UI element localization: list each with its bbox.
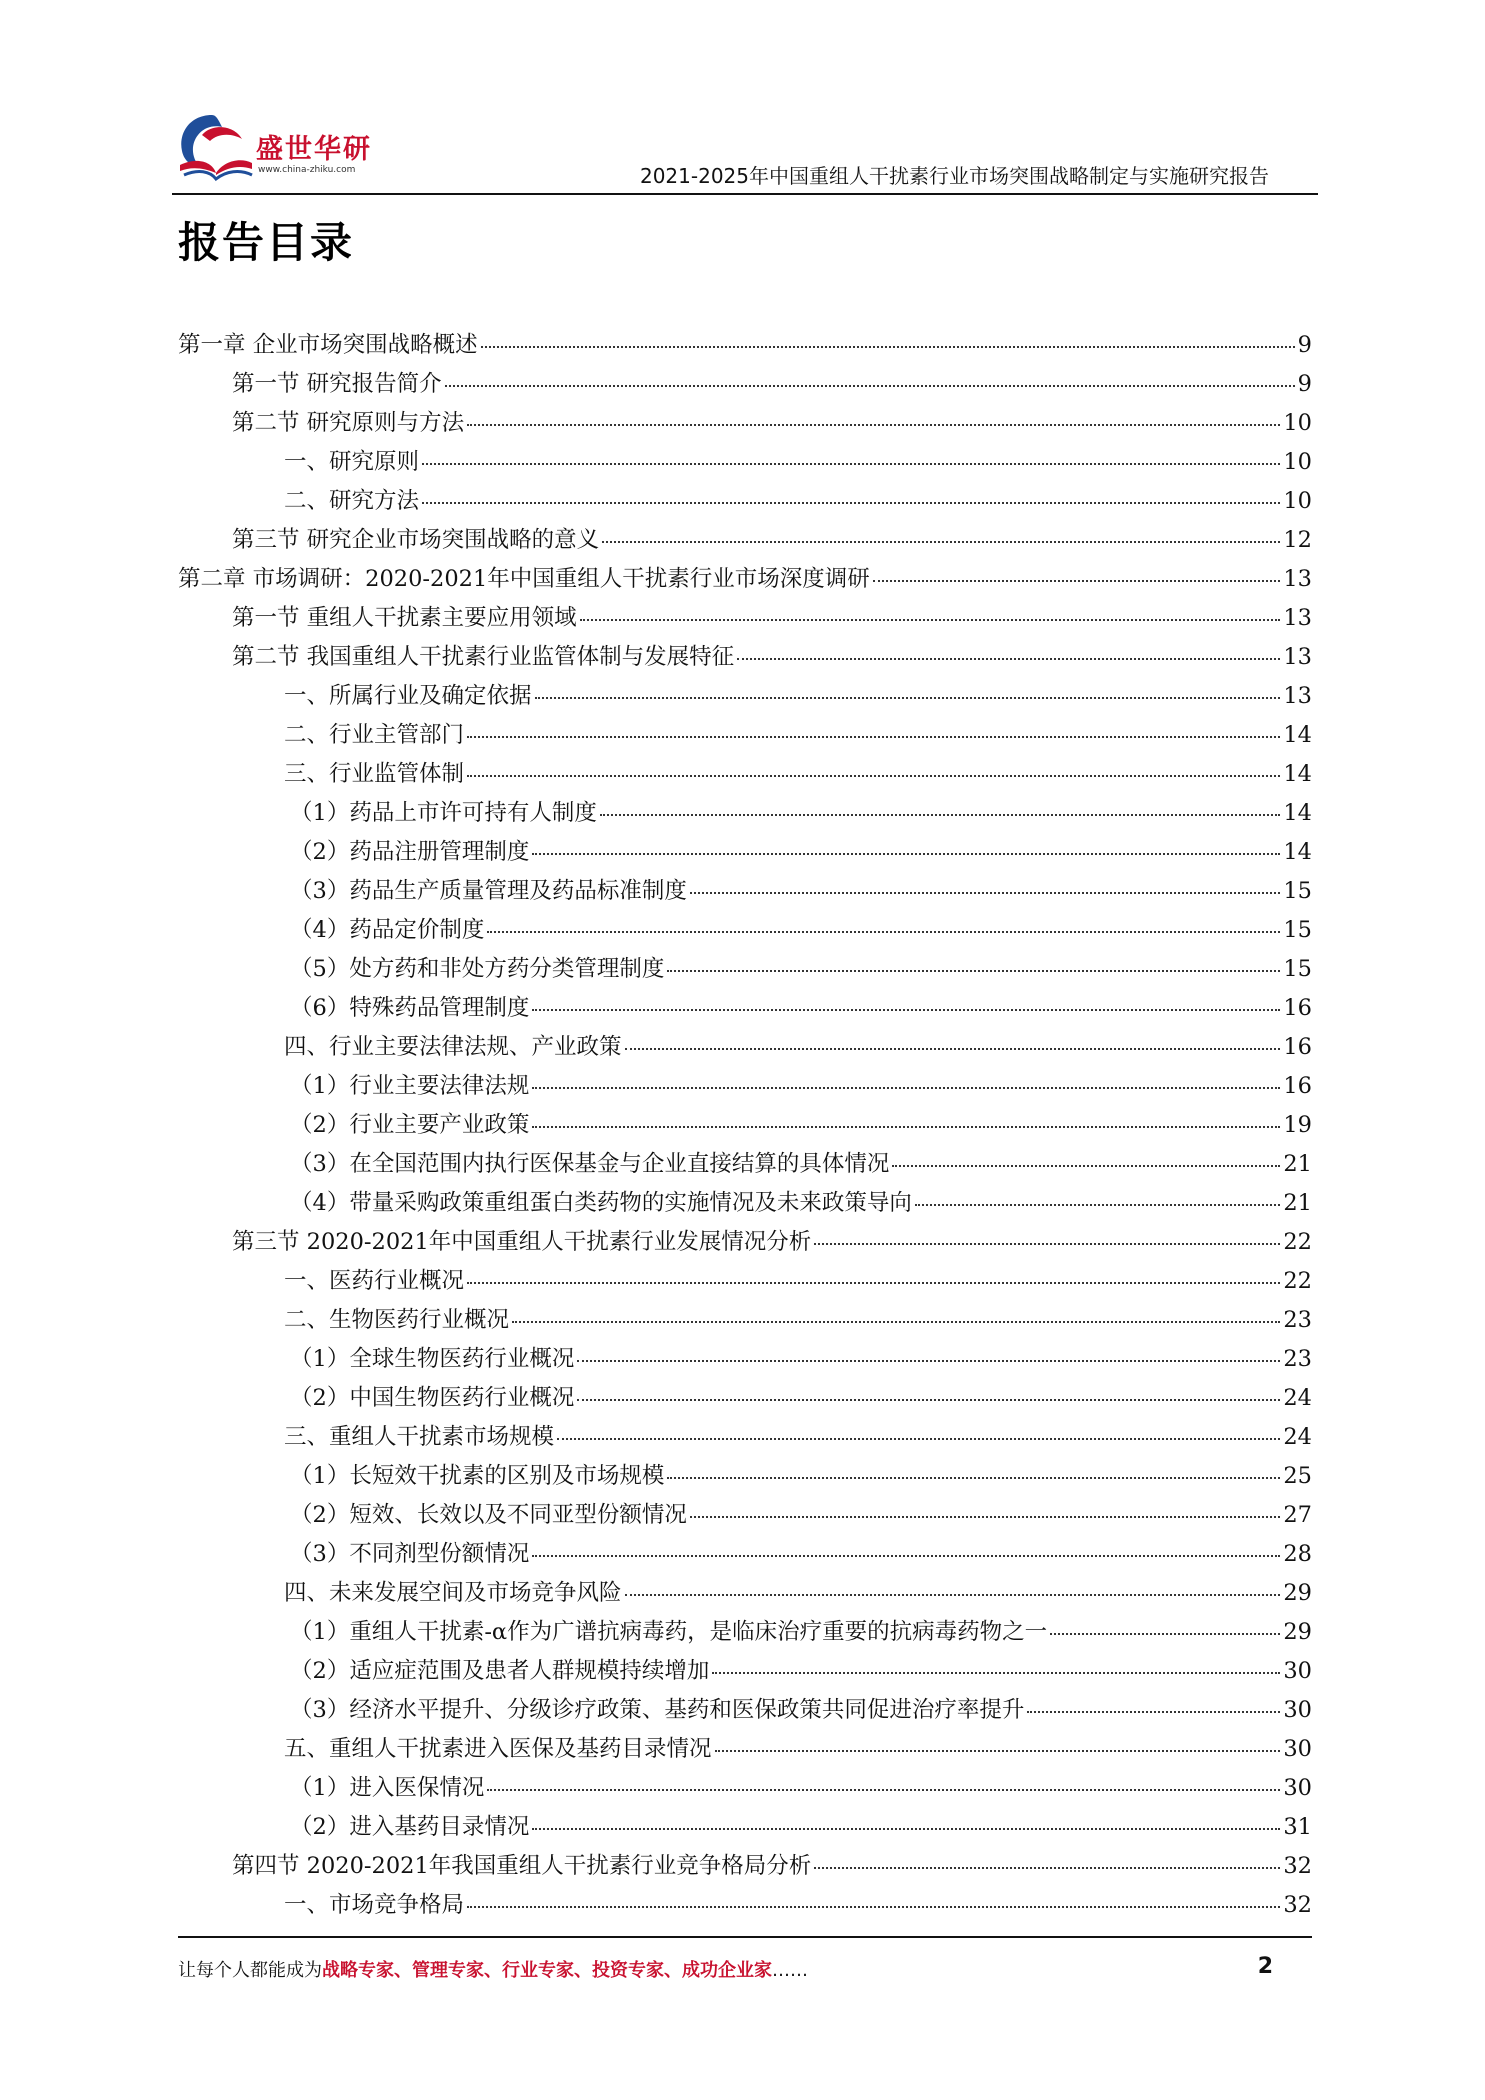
toc-leader-dots [814, 1242, 1280, 1245]
toc-entry[interactable] [178, 1458, 1312, 1497]
toc-entry-page: 23 [1283, 1346, 1312, 1372]
toc-leader-dots [467, 423, 1280, 426]
toc-entry-page: 14 [1283, 722, 1312, 748]
toc-entry-title: 一、市场竞争格局 [284, 1892, 465, 1918]
toc-leader-dots [577, 1398, 1280, 1401]
toc-entry-title: （1）重组人干扰素-α作为广谱抗病毒药，是临床治疗重要的抗病毒药物之一 [290, 1619, 1048, 1645]
header-divider [172, 193, 1318, 195]
toc-entry-title: （3）在全国范围内执行医保基金与企业直接结算的具体情况 [290, 1151, 890, 1177]
toc-entry-page: 16 [1283, 995, 1312, 1021]
toc-entry-page: 30 [1283, 1775, 1312, 1801]
toc-entry[interactable] [178, 717, 1312, 756]
toc-entry-title: （4）带量采购政策重组蛋白类药物的实施情况及未来政策导向 [290, 1190, 912, 1216]
page-header [0, 0, 1485, 200]
logo-name: 盛世华研 [256, 134, 372, 165]
toc-entry-page: 13 [1283, 644, 1312, 670]
toc-leader-dots [814, 1866, 1280, 1869]
toc-leader-dots [557, 1437, 1280, 1440]
toc-leader-dots [712, 1671, 1280, 1674]
toc-entry-page: 29 [1283, 1580, 1312, 1606]
toc-entry[interactable] [178, 834, 1312, 873]
toc-entry-title: 一、研究原则 [284, 449, 420, 475]
toc-entry-page: 14 [1283, 839, 1312, 865]
toc-leader-dots [625, 1047, 1281, 1050]
toc-leader-dots [512, 1320, 1280, 1323]
toc-entry-title: （2）适应症范围及患者人群规模持续增加 [290, 1658, 710, 1684]
toc-entry-page: 16 [1283, 1034, 1312, 1060]
toc-leader-dots [577, 1359, 1280, 1362]
toc-entry-title: （2）行业主要产业政策 [290, 1112, 530, 1138]
toc-entry-page: 14 [1283, 800, 1312, 826]
toc-leader-dots [532, 1086, 1280, 1089]
toc-entry[interactable] [178, 1848, 1312, 1887]
toc-entry-page: 10 [1283, 449, 1312, 475]
toc-entry[interactable] [178, 561, 1312, 600]
toc-leader-dots [580, 618, 1281, 621]
toc-entry[interactable] [178, 1770, 1312, 1809]
toc-leader-dots [667, 969, 1280, 972]
toc-entry-page: 14 [1283, 761, 1312, 787]
toc-entry[interactable] [178, 1614, 1312, 1653]
toc-entry[interactable] [178, 1497, 1312, 1536]
toc-entry-title: （3）不同剂型份额情况 [290, 1541, 530, 1567]
toc-leader-dots [1027, 1710, 1280, 1713]
toc-entry[interactable] [178, 1536, 1312, 1575]
toc-entry[interactable] [178, 522, 1312, 561]
toc-leader-dots [690, 891, 1281, 894]
toc-entry[interactable] [178, 1887, 1312, 1926]
toc-leader-dots [667, 1476, 1280, 1479]
page-title: 报告目录 [178, 218, 355, 267]
toc-entry[interactable] [178, 912, 1312, 951]
toc-entry-title: （1）进入医保情况 [290, 1775, 485, 1801]
toc-entry[interactable] [178, 1029, 1312, 1068]
toc-leader-dots [532, 1827, 1280, 1830]
toc-leader-dots [532, 1554, 1280, 1557]
toc-entry[interactable] [178, 795, 1312, 834]
toc-entry-page: 32 [1283, 1892, 1312, 1918]
toc-entry-page: 12 [1283, 527, 1312, 553]
toc-entry-page: 19 [1283, 1112, 1312, 1138]
toc-entry-title: 四、未来发展空间及市场竞争风险 [284, 1580, 622, 1606]
toc-entry-title: （1）全球生物医药行业概况 [290, 1346, 575, 1372]
toc-entry-page: 27 [1283, 1502, 1312, 1528]
toc-leader-dots [737, 657, 1280, 660]
toc-entry-page: 9 [1297, 332, 1312, 358]
toc-entry[interactable] [178, 990, 1312, 1029]
toc-entry-title: 三、重组人干扰素市场规模 [284, 1424, 555, 1450]
toc-entry[interactable] [178, 1068, 1312, 1107]
toc-entry[interactable] [178, 1107, 1312, 1146]
toc-entry-page: 31 [1283, 1814, 1312, 1840]
toc-leader-dots [487, 930, 1280, 933]
toc-entry-page: 32 [1283, 1853, 1312, 1879]
toc-entry[interactable] [178, 678, 1312, 717]
toc-leader-dots [422, 462, 1280, 465]
toc-entry[interactable] [178, 600, 1312, 639]
toc-leader-dots [467, 774, 1280, 777]
page-number: 2 [1257, 1954, 1273, 1979]
toc-entry-title: （2）进入基药目录情况 [290, 1814, 530, 1840]
toc-entry-title: 一、医药行业概况 [284, 1268, 465, 1294]
toc-entry-title: （2）短效、长效以及不同亚型份额情况 [290, 1502, 687, 1528]
toc-entry-title: （1）药品上市许可持有人制度 [290, 800, 597, 826]
toc-entry-page: 13 [1283, 605, 1312, 631]
toc-entry-title: 四、行业主要法律法规、产业政策 [284, 1034, 622, 1060]
toc-entry-title: （2）药品注册管理制度 [290, 839, 530, 865]
toc-entry-page: 22 [1283, 1229, 1312, 1255]
toc-entry-page: 24 [1283, 1385, 1312, 1411]
toc-entry-page: 21 [1283, 1151, 1312, 1177]
toc-leader-dots [535, 696, 1281, 699]
toc-entry[interactable] [178, 1692, 1312, 1731]
toc-leader-dots [892, 1164, 1280, 1167]
toc-entry-page: 9 [1297, 371, 1312, 397]
toc-entry-page: 13 [1283, 683, 1312, 709]
toc-entry-page: 15 [1283, 917, 1312, 943]
toc-leader-dots [532, 1125, 1280, 1128]
toc-entry-page: 25 [1283, 1463, 1312, 1489]
toc-entry-title: 第三节 2020-2021年中国重组人干扰素行业发展情况分析 [232, 1229, 812, 1255]
toc-entry[interactable] [178, 483, 1312, 522]
toc-entry-page: 10 [1283, 488, 1312, 514]
toc-entry-title: （6）特殊药品管理制度 [290, 995, 530, 1021]
toc-leader-dots [915, 1203, 1281, 1206]
toc-entry[interactable] [178, 1341, 1312, 1380]
toc-entry[interactable] [178, 1302, 1312, 1341]
toc-entry-title: （1）行业主要法律法规 [290, 1073, 530, 1099]
toc-entry[interactable] [178, 1731, 1312, 1770]
toc-leader-dots [532, 1008, 1280, 1011]
toc-entry-page: 22 [1283, 1268, 1312, 1294]
toc-entry[interactable] [178, 366, 1312, 405]
toc-entry[interactable] [178, 1380, 1312, 1419]
toc-entry-title: 第四节 2020-2021年我国重组人干扰素行业竞争格局分析 [232, 1853, 812, 1879]
toc-entry[interactable] [178, 1185, 1312, 1224]
toc-entry[interactable] [178, 1419, 1312, 1458]
toc-entry-title: （5）处方药和非处方药分类管理制度 [290, 956, 665, 982]
toc-entry-page: 24 [1283, 1424, 1312, 1450]
toc-leader-dots [467, 735, 1280, 738]
toc-entry-page: 29 [1283, 1619, 1312, 1645]
toc-leader-dots [602, 540, 1280, 543]
toc-entry-title: 二、行业主管部门 [284, 722, 465, 748]
toc-entry[interactable] [178, 1575, 1312, 1614]
toc-leader-dots [1050, 1632, 1280, 1635]
toc-leader-dots [467, 1905, 1280, 1908]
toc-entry[interactable] [178, 444, 1312, 483]
toc-entry-title: 一、所属行业及确定依据 [284, 683, 532, 709]
toc-entry-page: 16 [1283, 1073, 1312, 1099]
toc-leader-dots [690, 1515, 1281, 1518]
footer-prefix: 让每个人都能成为 [178, 1960, 322, 1981]
toc-entry[interactable] [178, 1224, 1312, 1263]
toc-entry[interactable] [178, 1263, 1312, 1302]
toc-entry[interactable] [178, 873, 1312, 912]
toc-leader-dots [487, 1788, 1280, 1791]
logo-emblem-icon [172, 105, 256, 183]
toc-leader-dots [873, 579, 1281, 582]
footer-highlight: 战略专家、管理专家、行业专家、投资专家、成功企业家 [322, 1960, 772, 1981]
toc-entry-title: 第一章 企业市场突围战略概述 [178, 332, 478, 358]
toc-entry-page: 15 [1283, 878, 1312, 904]
toc-entry[interactable] [178, 639, 1312, 678]
toc-entry-title: 二、研究方法 [284, 488, 420, 514]
toc-entry-title: 三、行业监管体制 [284, 761, 465, 787]
toc-entry-title: 第二节 我国重组人干扰素行业监管体制与发展特征 [232, 644, 735, 670]
logo-url: www.china-zhiku.com [258, 165, 356, 175]
toc-entry-title: （1）长短效干扰素的区别及市场规模 [290, 1463, 665, 1489]
toc-leader-dots [445, 384, 1295, 387]
toc-entry-title: （2）中国生物医药行业概况 [290, 1385, 575, 1411]
toc-entry[interactable] [178, 405, 1312, 444]
toc-entry-page: 30 [1283, 1736, 1312, 1762]
toc-leader-dots [600, 813, 1281, 816]
toc-entry-title: 第二章 市场调研：2020-2021年中国重组人干扰素行业市场深度调研 [178, 566, 870, 592]
toc-entry[interactable] [178, 951, 1312, 990]
toc-entry-page: 13 [1283, 566, 1312, 592]
document-title: 2021-2025年中国重组人干扰素行业市场突围战略制定与实施研究报告 [639, 164, 1269, 188]
toc-entry-title: （3）药品生产质量管理及药品标准制度 [290, 878, 687, 904]
toc-entry-title: （4）药品定价制度 [290, 917, 485, 943]
company-logo [172, 105, 402, 183]
toc-entry-page: 21 [1283, 1190, 1312, 1216]
footer-slogan [178, 1956, 808, 1982]
toc-leader-dots [467, 1281, 1280, 1284]
footer-suffix: …… [772, 1960, 808, 1981]
toc-leader-dots [532, 852, 1280, 855]
footer-divider [178, 1936, 1312, 1938]
toc-leader-dots [422, 501, 1280, 504]
toc-entry-page: 23 [1283, 1307, 1312, 1333]
toc-entry-page: 10 [1283, 410, 1312, 436]
toc-entry-page: 30 [1283, 1658, 1312, 1684]
toc-entry-title: 第一节 研究报告简介 [232, 371, 442, 397]
toc-entry[interactable] [178, 1653, 1312, 1692]
toc-entry[interactable] [178, 327, 1312, 366]
toc-entry-title: 第二节 研究原则与方法 [232, 410, 465, 436]
toc-entry[interactable] [178, 756, 1312, 795]
toc-entry-page: 28 [1283, 1541, 1312, 1567]
toc-entry[interactable] [178, 1809, 1312, 1848]
toc-leader-dots [715, 1749, 1281, 1752]
toc-entry-page: 15 [1283, 956, 1312, 982]
toc-entry[interactable] [178, 1146, 1312, 1185]
toc-entry-title: （3）经济水平提升、分级诊疗政策、基药和医保政策共同促进治疗率提升 [290, 1697, 1025, 1723]
toc-entry-title: 五、重组人干扰素进入医保及基药目录情况 [284, 1736, 712, 1762]
toc-entry-title: 第三节 研究企业市场突围战略的意义 [232, 527, 600, 553]
toc-leader-dots [625, 1593, 1281, 1596]
table-of-contents [178, 327, 1312, 1926]
toc-entry-title: 二、生物医药行业概况 [284, 1307, 510, 1333]
toc-entry-page: 30 [1283, 1697, 1312, 1723]
toc-entry-title: 第一节 重组人干扰素主要应用领域 [232, 605, 577, 631]
toc-leader-dots [481, 345, 1295, 348]
